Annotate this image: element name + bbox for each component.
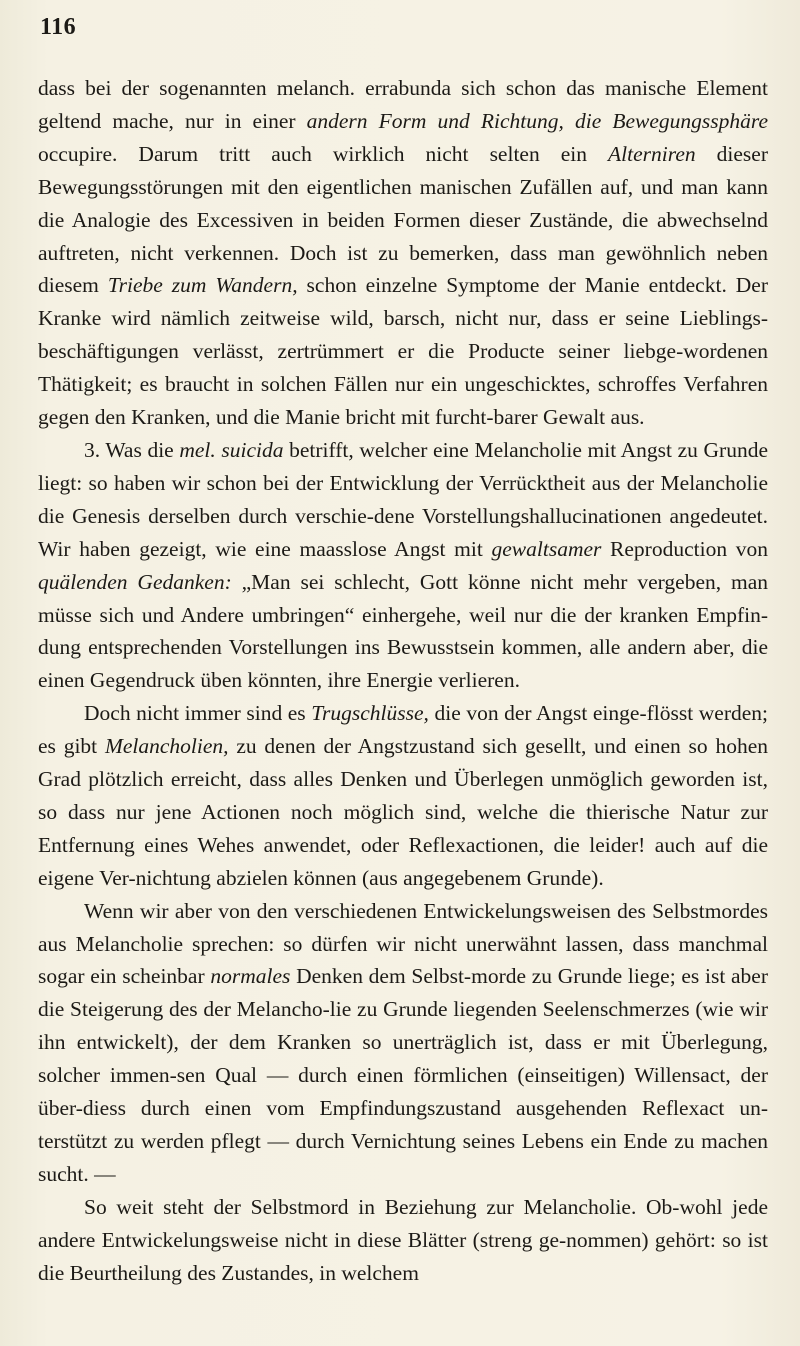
italic-text: normales bbox=[210, 964, 291, 989]
italic-text: Triebe zum Wandern, bbox=[107, 273, 298, 298]
text-run: Denken dem Selbst-morde zu Grunde liege; es ist aber die Steigerung des der Melancho-lie zu Grunde liegenden Seelenschmerzes (wie wir ihn entwickelt), der dem Kranken so unerträglich ist, dass er mit Überlegung, solcher immen-sen Qual — durch einen förmlichen (einseitigen) Willensact, der über-diess durch einen vom Empfindungszustand ausgehenden Reflexact un-terstützt zu werden pflegt — durch Vernichtung seines Lebens ein Ende zu machen sucht. — bbox=[38, 964, 768, 1186]
text-run: So weit steht der Selbstmord in Beziehung zur Melancholie. Ob-wohl jede andere Entwickelungsweise nicht in diese Blätter (streng ge-nommen) gehört: so ist die Beurtheilung des Zustandes, in welchem bbox=[38, 1194, 768, 1285]
page-number: 116 bbox=[40, 14, 77, 40]
text-run: Doch nicht immer sind es bbox=[84, 701, 312, 726]
italic-text: Melancholien, bbox=[104, 734, 229, 759]
italic-text: andern Form und Richtung, die Bewegungssphäre bbox=[306, 108, 768, 133]
italic-text: Trugschlüsse, bbox=[311, 701, 429, 726]
italic-text: quälenden Gedanken: bbox=[38, 569, 232, 594]
text-run: Reproduction von bbox=[601, 536, 768, 561]
text-run: Wenn wir aber von den verschiedenen Entwickelungsweisen des Selbstmordes aus Melancholie sprechen: so dürfen wir nicht unerwähnt lassen, dass manchmal sogar ein scheinbar bbox=[38, 898, 768, 989]
paragraph bbox=[38, 434, 768, 697]
text-run: betrifft, welcher eine Melancholie mit Angst zu Grunde liegt: so haben wir schon bei der Entwicklung der Verrücktheit aus der Melancholie die Genesis derselben durch verschie-dene Vorstellungshallucinationen angedeutet. Wir haben gezeigt, wie eine maasslose Angst mit bbox=[38, 437, 768, 561]
text-run: dass bei der sogenannten melanch. errabunda sich schon das manische Element geltend mache, nur in einer bbox=[38, 76, 768, 133]
body-text bbox=[38, 72, 768, 1290]
paragraph bbox=[38, 72, 768, 434]
italic-text: Alterniren bbox=[608, 141, 696, 166]
paragraph bbox=[38, 1191, 768, 1290]
paragraph bbox=[38, 895, 768, 1191]
text-run: schon einzelne Symptome der Manie entdeckt. Der Kranke wird nämlich zeitweise wild, barsch, nicht nur, dass er seine Lieblings-beschäftigungen verlässt, zertrümmert er die Producte seiner liebge-wordenen Thätigkeit; es braucht in solchen Fällen nur ein ungeschicktes, schroffes Verfahren gegen den Kranken, und die Manie bricht mit furcht-barer Gewalt aus. bbox=[38, 273, 768, 430]
text-run: die von der Angst einge-flösst werden; es gibt bbox=[38, 701, 769, 759]
italic-text: gewaltsamer bbox=[491, 536, 602, 561]
text-run: dieser Bewegungsstörungen mit den eigentlichen manischen Zufällen auf, und man kann die Analogie des Excessiven in beiden Formen dieser Zustände, die abwechselnd auftreten, nicht verkennen. Doch ist zu bemerken, dass man gewöhnlich neben diesem bbox=[38, 141, 768, 298]
text-run: occupire. Darum tritt auch wirklich nicht selten ein bbox=[38, 141, 609, 166]
paragraph bbox=[38, 697, 768, 894]
italic-text: mel. suicida bbox=[179, 437, 284, 462]
text-run: 3. Was die bbox=[84, 437, 180, 462]
text-run: „Man sei schlecht, Gott könne nicht mehr vergeben, man müsse sich und Andere umbringen“ einhergehe, weil nur die der kranken Empfin-dung entsprechenden Vorstellungen ins Bewusstsein kommen, alle andern aber, die einen Gegendruck üben könnten, ihre Energie verlieren. bbox=[38, 569, 768, 693]
text-run: zu denen der Angstzustand sich gesellt, und einen so hohen Grad plötzlich erreicht, dass alles Denken und Überlegen unmöglich geworden ist, so dass nur jene Actionen noch möglich sind, welche die thierische Natur zur Entfernung eines Wehes anwendet, oder Reflexactionen, die leider! auch auf die eigene Ver-nichtung abzielen können (aus angegebenem Grunde). bbox=[38, 734, 768, 890]
